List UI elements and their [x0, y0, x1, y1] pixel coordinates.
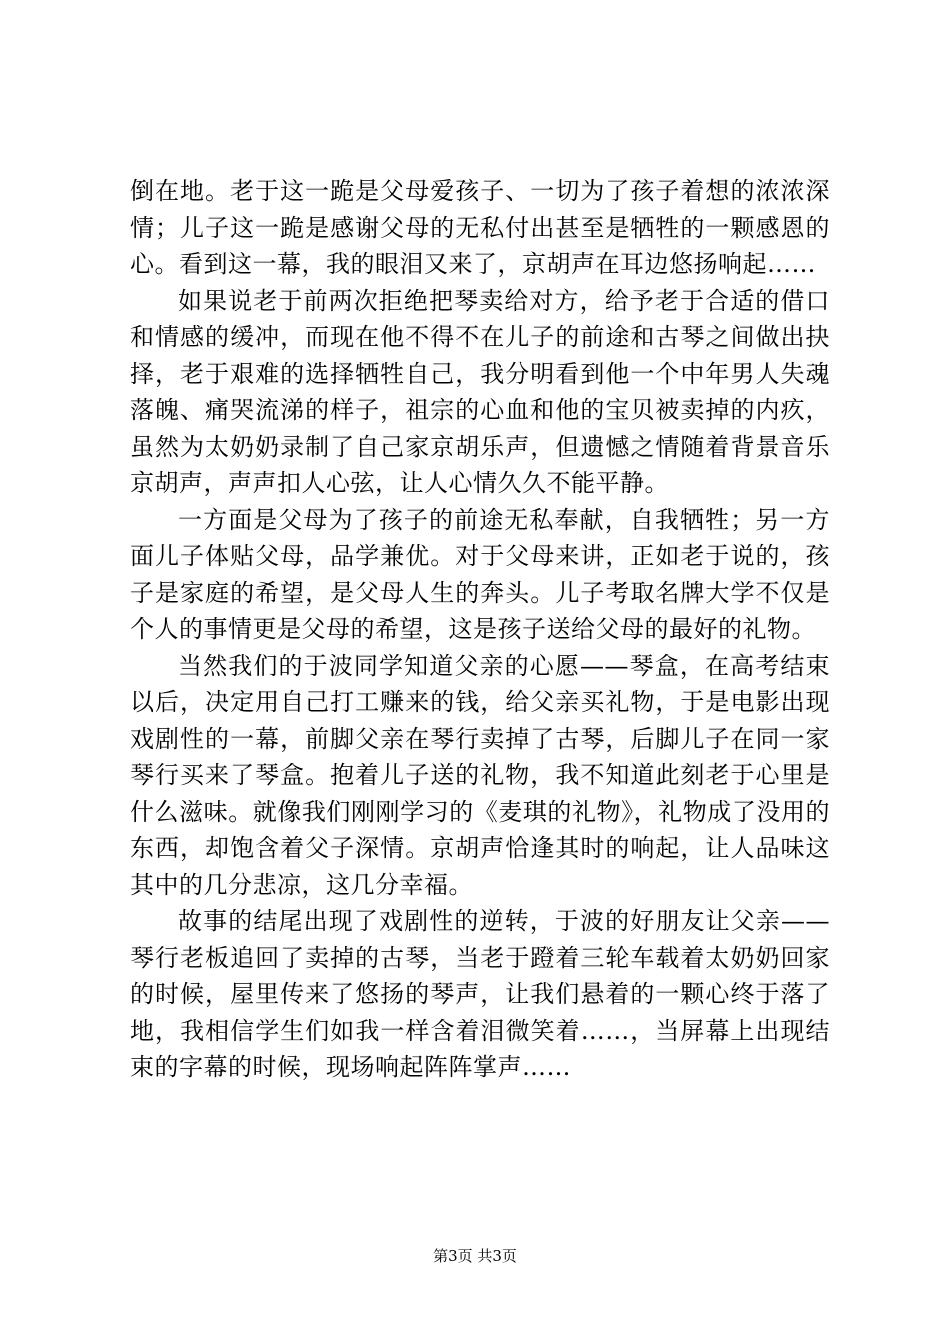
paragraph-continuation: 倒在地。老于这一跪是父母爱孩子、一切为了孩子着想的浓浓深情；儿子这一跪是感谢父母的无私付出甚至是牺牲的一颗感恩的心。看到这一幕，我的眼泪又来了，京胡声在耳边悠扬响起…… — [130, 177, 830, 278]
paragraph: 当然我们的于波同学知道父亲的心愿——琴盒，在高考结束以后，决定用自己打工赚来的钱，给父亲买礼物，于是电影出现戏剧性的一幕，前脚父亲在琴行卖掉了古琴，后脚儿子在同一家琴行买来了琴盒。抱着儿子送的礼物，我不知道此刻老于心里是什么滋味。就像我们刚刚学习的《麦琪的礼物》，礼物成了没用的东西，却饱含着父子深情。京胡声恰逢其时的响起，让人品味这其中的几分悲凉，这几分幸福。 — [130, 651, 830, 899]
paragraph: 一方面是父母为了孩子的前途无私奉献，自我牺牲；另一方面儿子体贴父母，品学兼优。对于父母来讲，正如老于说的，孩子是家庭的希望，是父母人生的奔头。儿子考取名牌大学不仅是个人的事情更是父母的希望，这是孩子送给父母的最好的礼物。 — [130, 505, 830, 643]
page-number-footer: 第3页 共3页 — [433, 1247, 517, 1265]
paragraph: 故事的结尾出现了戏剧性的逆转，于波的好朋友让父亲——琴行老板追回了卖掉的古琴，当老于蹬着三轮车载着太奶奶回家的时候，屋里传来了悠扬的琴声，让我们悬着的一颗心终于落了地，我相信学生们如我一样含着泪微笑着……，当屏幕上出现结束的字幕的时候，现场响起阵阵掌声…… — [130, 907, 830, 1081]
paragraph: 如果说老于前两次拒绝把琴卖给对方，给予老于合适的借口和情感的缓冲，而现在他不得不在儿子的前途和古琴之间做出抉择，老于艰难的选择牺牲自己，我分明看到他一个中年男人失魂落魄、痛哭流涕的样子，祖宗的心血和他的宝贝被卖掉的内疚，虽然为太奶奶录制了自己家京胡乐声，但遗憾之情随着背景音乐京胡声，声声扣人心弦，让人心情久久不能平静。 — [130, 286, 830, 497]
document-body — [130, 173, 830, 1086]
